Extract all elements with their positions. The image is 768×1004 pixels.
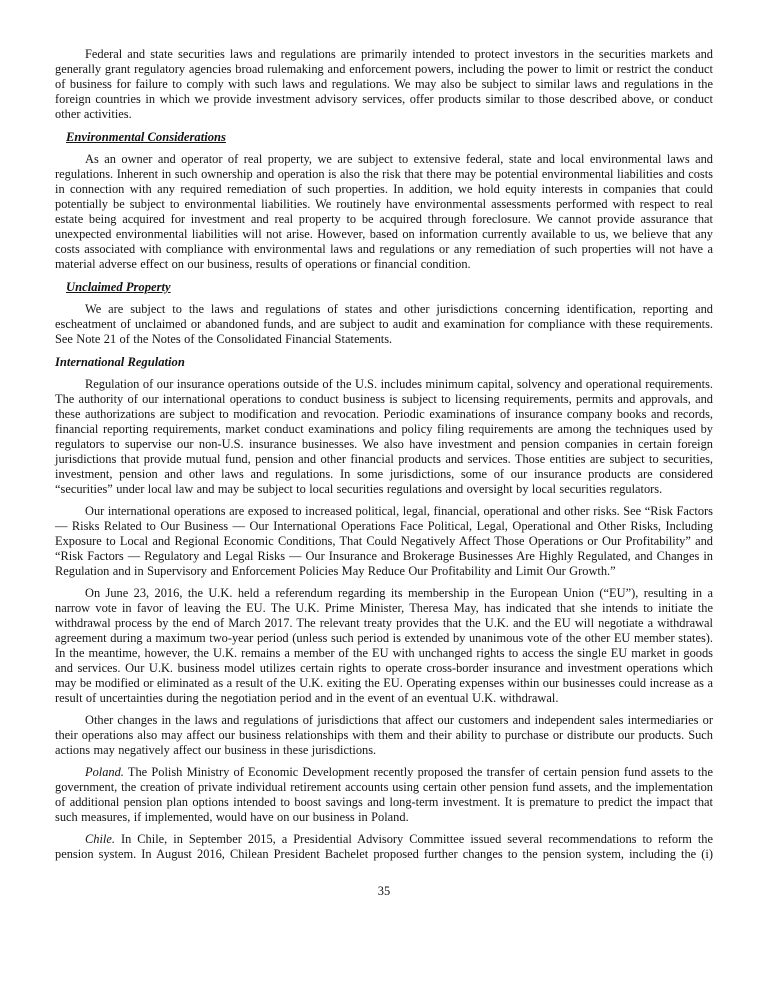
paragraph-poland-body: The Polish Ministry of Economic Development recently proposed the transfer of certain pension fund assets to the government, the creation of private individual retirement accounts using certain other pension fund assets, and the implementation of additional pension plan options intended to boost savings and long-term investment. It is premature to predict the impact that such measures, if implemented, would have on our business in Poland. [55, 765, 713, 824]
page-number: 35 [377, 884, 391, 898]
paragraph-international-risks: Our international operations are exposed to increased political, legal, financial, operational and other risks. See “Risk Factors — Risks Related to Our Business — Our International Operations Face Political, Legal, Operational and Other Risks, Including Exposure to Local and Regional Economic Conditions, That Could Negatively Affect Those Operations or Our Profitability” and “Risk Factors — Regulatory and Legal Risks — Our Insurance and Brokerage Businesses Are Highly Regulated, and Changes in Regulation and in Supervisory and Enforcement Policies May Reduce Our Profitability and Limit Our Growth.” [55, 504, 713, 578]
heading-environmental-considerations: Environmental Considerations [66, 130, 226, 144]
paragraph-uk-referendum: On June 23, 2016, the U.K. held a referendum regarding its membership in the European Union (“EU”), resulting in a narrow vote in favor of leaving the EU. The U.K. Prime Minister, Theresa May, has indicated that she intends to initiate the withdrawal process by the end of March 2017. The relevant treaty provides that the U.K. and the EU will negotiate a withdrawal agreement during a maximum two-year period (unless such period is extended by unanimous vote of the other EU member states). In the meantime, however, the U.K. remains a member of the EU with unchanged rights to access the single EU market in goods and services. Our U.K. business model utilizes certain rights to operate cross-border insurance and investment operations which may be modified or eliminated as a result of the U.K. exiting the EU. Operating expenses within our businesses could increase as a result of uncertainties during the negotiation period and in the event of an eventual U.K. withdrawal. [55, 586, 713, 705]
paragraph-insurance-regulation: Regulation of our insurance operations outside of the U.S. includes minimum capital, solvency and operational requirements. The authority of our international operations to conduct business is subject to licensing requirements, permits and approvals, and these authorizations are subject to modification and revocation. Periodic examinations of insurance company books and records, financial reporting requirements, market conduct examinations and policy filing requirements are among the techniques used by regulators to supervise our non-U.S. insurance businesses. We also have investment and pension companies in certain foreign jurisdictions that provide mutual fund, pension and other financial products and services. Those entities are subject to securities, investment, pension and other laws and regulations. In some jurisdictions, some of our insurance products are considered “securities” under local law and may be subject to local securities regulations and oversight by local securities regulators. [55, 377, 713, 496]
paragraph-poland [55, 765, 713, 825]
heading-international-regulation: International Regulation [55, 355, 185, 369]
paragraph-poland-lead: Poland. [85, 765, 124, 779]
paragraph-chile-body: In Chile, in September 2015, a Presidential Advisory Committee issued several recommendations to reform the pension system. In August 2016, Chilean President Bachelet proposed further changes to the pension system, including the (i) [55, 832, 713, 861]
paragraph-chile-lead: Chile. [85, 832, 115, 846]
heading-unclaimed-property: Unclaimed Property [66, 280, 171, 294]
paragraph-other-changes: Other changes in the laws and regulations of jurisdictions that affect our customers and independent sales intermediaries or their operations also may affect our business relationships with them and their ability to purchase or distribute our products. Such actions may negatively affect our business in these jurisdictions. [55, 713, 713, 757]
paragraph-chile [55, 832, 713, 862]
paragraph-environmental-considerations: As an owner and operator of real property, we are subject to extensive federal, state and local environmental laws and regulations. Inherent in such ownership and operation is also the risk that there may be potential environmental liabilities and costs in connection with any required remediation of such properties. In addition, we hold equity interests in companies that could potentially be subject to environmental liabilities. We routinely have environmental assessments performed with respect to real estate being acquired for investment and real property to be acquired through foreclosure. We cannot provide assurance that unexpected environmental liabilities will not arise. However, based on information currently available to us, we believe that any costs associated with compliance with environmental laws and regulations or any remediation of such properties will not have a material adverse effect on our business, results of operations or financial condition. [55, 152, 713, 271]
paragraph-securities-laws: Federal and state securities laws and regulations are primarily intended to protect investors in the securities markets and generally grant regulatory agencies broad rulemaking and enforcement powers, including the power to limit or restrict the conduct of business for failure to comply with such laws and regulations. We may also be subject to similar laws and regulations in the foreign countries in which we provide investment advisory services, offer products similar to those described above, or conduct other activities. [55, 47, 713, 121]
paragraph-unclaimed-property: We are subject to the laws and regulations of states and other jurisdictions concerning identification, reporting and escheatment of unclaimed or abandoned funds, and are subject to audit and examination for compliance with these requirements. See Note 21 of the Notes of the Consolidated Financial Statements. [55, 302, 713, 346]
